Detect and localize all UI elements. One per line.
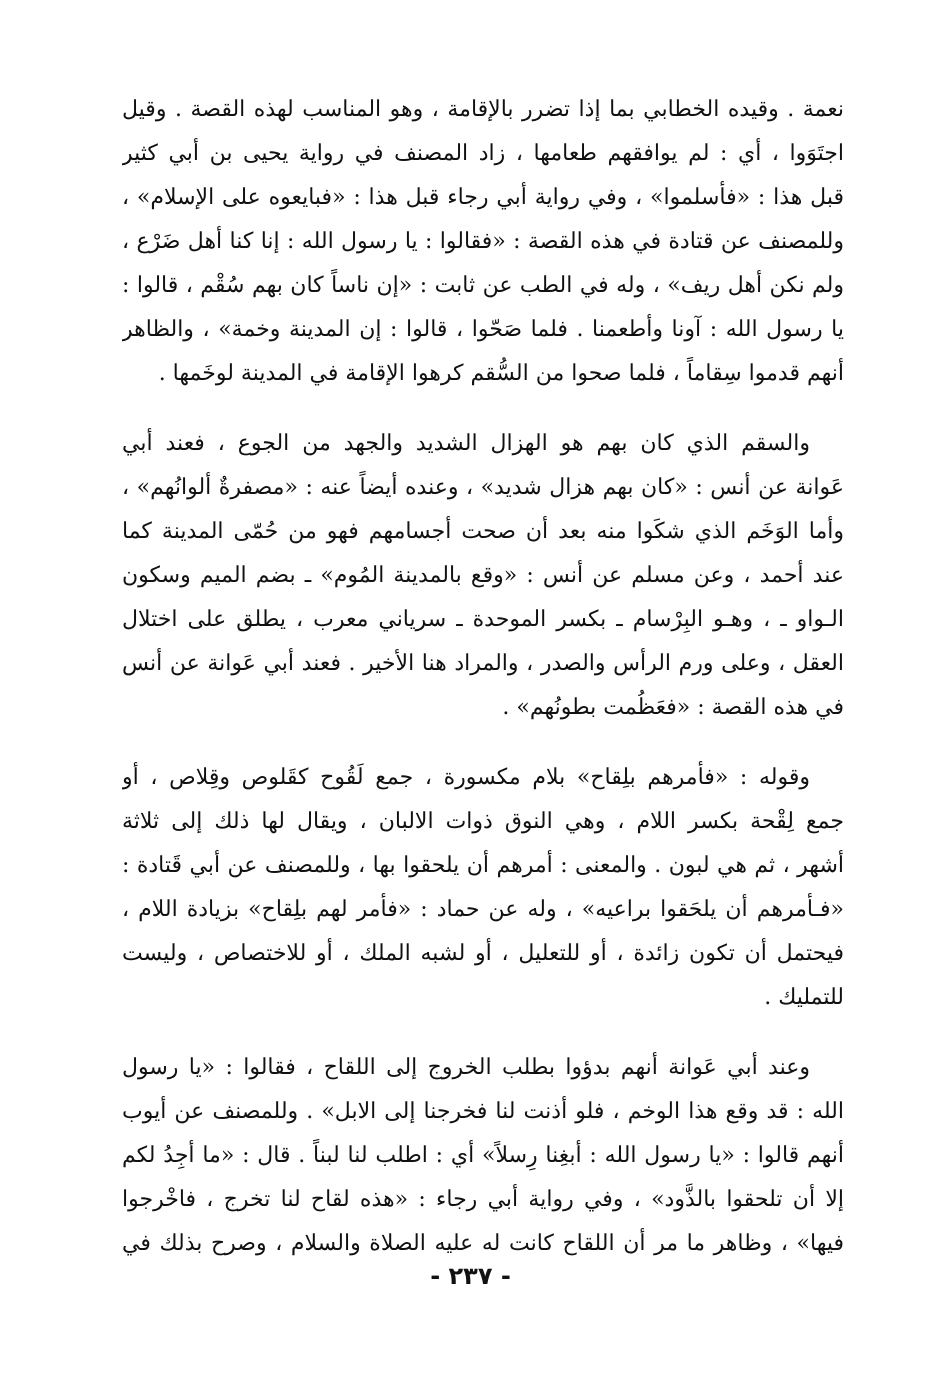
text-line: ولم نكن أهل ريف» ، وله في الطب عن ثابت : «إن ناساً كان بهم سُقْم ، قالوا : <box>122 273 844 298</box>
text-line: نعمة . وقيده الخطابي بما إذا تضرر بالإقامة ، وهو المناسب لهذه القصة . وقيل <box>122 97 844 122</box>
paragraph-spacer <box>122 1020 844 1046</box>
text-line: وقوله : «فأمرهم بلِقاح» بلام مكسورة ، جمع لَقُوح كقَلوص وقِلاص ، أو <box>122 765 810 790</box>
paragraph-spacer <box>122 730 844 756</box>
paragraph-2 <box>122 422 844 730</box>
text-line: عند أحمد ، وعن مسلم عن أنس : «وقع بالمدينة المُوم» ـ بضم الميم وسكون <box>122 563 844 588</box>
text-line: إلا أن تلحقوا بالذَّود» ، وفي رواية أبي رجاء : «هذه لقاح لنا تخرج ، فاخْرجوا <box>122 1187 844 1212</box>
text-line: أنهم قدموا سِقاماً ، فلما صحوا من السُّقم كرهوا الإقامة في المدينة لوخَمها . <box>158 361 844 386</box>
text-line: في هذه القصة : «فعَظُمت بطونُهم» . <box>502 695 844 720</box>
text-line: وللمصنف عن قتادة في هذه القصة : «فقالوا : يا رسول الله : إنا كنا أهل ضَرْع ، <box>122 229 844 254</box>
paragraph-spacer <box>122 396 844 422</box>
text-line: وأما الوَخَم الذي شكَوا منه بعد أن صحت أجسامهم فهو من حُمّى المدينة كما <box>122 519 844 544</box>
text-line: والسقم الذي كان بهم هو الهزال الشديد والجهد من الجوع ، فعند أبي <box>122 431 810 456</box>
paragraph-3 <box>122 756 844 1020</box>
page-body <box>122 88 844 1266</box>
text-line: عَوانة عن أنس : «كان بهم هزال شديد» ، وعنده أيضاً عنه : «مصفرةٌ ألوانُهم» ، <box>122 475 844 500</box>
paragraph-4 <box>122 1046 844 1266</box>
text-line: وعند أبي عَوانة أنهم بدؤوا بطلب الخروج إلى اللقاح ، فقالوا : «يا رسول <box>122 1055 810 1080</box>
text-line: فيحتمل أن تكون زائدة ، أو للتعليل ، أو لشبه الملك ، أو للاختصاص ، وليست <box>122 941 844 966</box>
text-line: جمع لِقْحة بكسر اللام ، وهي النوق ذوات الالبان ، ويقال لها ذلك إلى ثلاثة <box>122 809 844 834</box>
text-line: أنهم قالوا : «يا رسول الله : أبغِنا رِسلاً» أي : اطلب لنا لبناً . قال : «ما أجِدُ لكم <box>122 1143 844 1168</box>
page-number: - ٢٣٧ - <box>430 1262 511 1290</box>
text-line: أشهر ، ثم هي لبون . والمعنى : أمرهم أن يلحقوا بها ، وللمصنف عن أبي قَتادة : <box>122 853 844 878</box>
text-line: يا رسول الله : آونا وأطعمنا . فلما صَحّوا ، قالوا : إن المدينة وخمة» ، والظاهر <box>122 317 844 342</box>
text-line: قبل هذا : «فأسلموا» ، وفي رواية أبي رجاء قبل هذا : «فبايعوه على الإسلام» ، <box>122 185 844 210</box>
text-line: الله : قد وقع هذا الوخم ، فلو أذنت لنا فخرجنا إلى الابل» . وللمصنف عن أيوب <box>122 1099 844 1124</box>
text-line: للتمليك . <box>764 985 844 1010</box>
text-line: فيها» ، وظاهر ما مر أن اللقاح كانت له عليه الصلاة والسلام ، وصرح بذلك في <box>122 1231 844 1256</box>
text-line: العقل ، وعلى ورم الرأس والصدر ، والمراد هنا الأخير . فعند أبي عَوانة عن أنس <box>122 651 844 676</box>
text-line: اجتَوَوا ، أي : لم يوافقهم طعامها ، زاد المصنف في رواية يحيى بن أبي كثير <box>122 141 844 166</box>
text-line: «فـأمرهم أن يلحَقوا براعيه» ، وله عن حماد : «فأمر لهم بلِقاح» بزيادة اللام ، <box>122 897 844 922</box>
paragraph-1 <box>122 88 844 396</box>
text-line: الـواو ـ ، وهـو البِرْسام ـ بكسر الموحدة ـ سرياني معرب ، يطلق على اختلال <box>122 607 844 632</box>
